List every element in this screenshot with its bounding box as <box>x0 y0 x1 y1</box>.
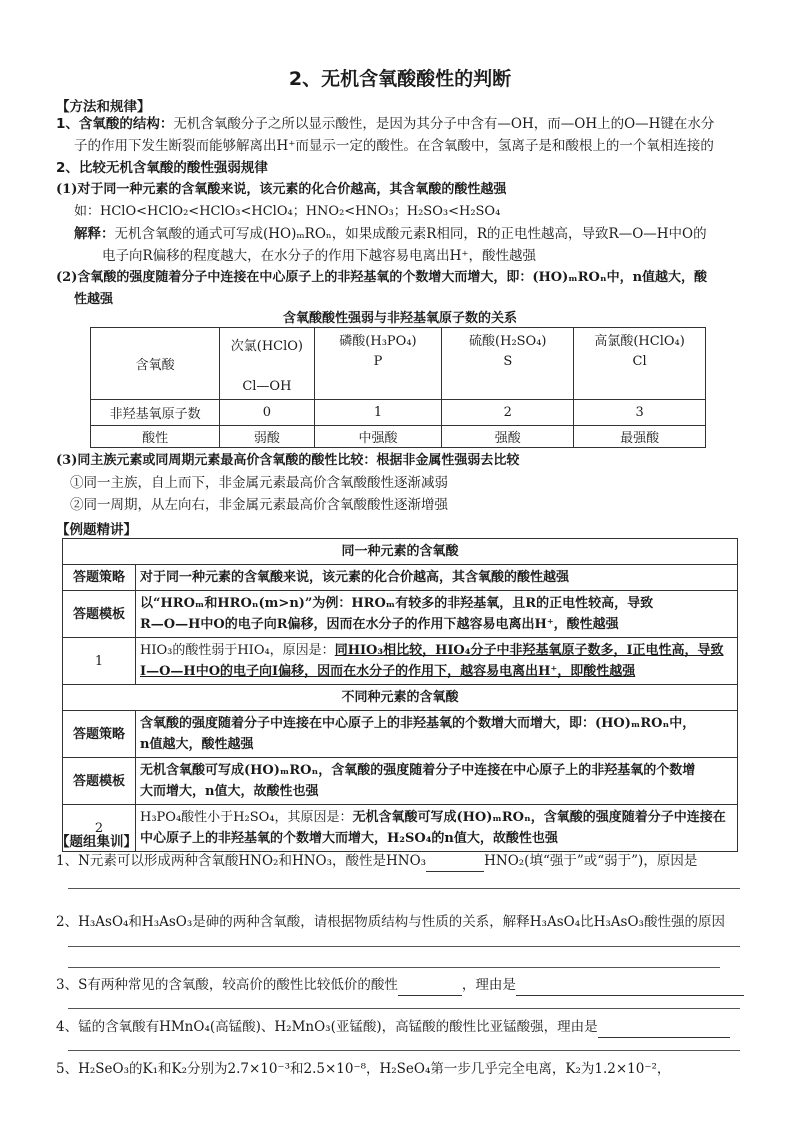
table-header-acid: 含氧酸 <box>91 328 220 400</box>
example-2-answer-2: 中心原子上的非羟基氧的个数增大而增大，H₂SO₄的n值大，故酸性也强 <box>140 831 558 846</box>
structure-paragraph-line2: 子的作用下发生断裂而能够解离出H⁺而显示一定的酸性。在含氧酸中，氢离子是和酸根上的一个氧相连接的 <box>74 138 714 154</box>
example-2-question: H₃PO₄酸性小于H₂SO₄，其原因是： <box>140 810 353 825</box>
question-1-text-a: 1、N元素可以形成两种含氧酸HNO₂和HNO₃，酸性是HNO₃ <box>56 853 427 869</box>
count-cell: 2 <box>442 400 574 426</box>
count-cell: 3 <box>574 400 706 426</box>
practice-header: 【题组集训】 <box>56 834 137 850</box>
question-4 <box>56 1016 730 1038</box>
example-1-number: 1 <box>63 638 136 685</box>
question-2: 2、H₃AsO₄和H₃AsO₃是砷的两种含氧酸，请根据物质结构与性质的关系，解释H₃AsO₄比H₃AsO₃酸性强的原因 <box>56 914 725 930</box>
strategy-label: 答题策略 <box>63 711 136 758</box>
structure-label: 1、含氧酸的结构： <box>56 116 174 132</box>
method-header: 【方法和规律】 <box>56 99 151 115</box>
acid-cell-h3po4 <box>314 328 442 400</box>
count-cell: 0 <box>220 400 314 426</box>
rule-1-example: 如：HClO<HClO₂<HClO₃<HClO₄；HNO₂<HNO₃；H₂SO₃<H₂SO₄ <box>74 204 501 219</box>
acidity-cell: 中强酸 <box>314 426 442 448</box>
acid-formula: P <box>373 354 383 369</box>
rule-1-explain-line1 <box>74 223 707 245</box>
rule-2-line1: (2)含氧酸的强度随着分子中连接在中心原子上的非羟基氧的个数增大而增大，即：(HO)ₘROₙ中，n值越大，酸 <box>56 270 708 285</box>
examples-table <box>62 538 738 852</box>
section-1-template <box>136 591 738 638</box>
question-1 <box>56 850 697 872</box>
structure-text-1: 无机含氧酸分子之所以显示酸性，是因为其分子中含有—OH，而—OH上的O—H键在水分 <box>173 116 715 132</box>
question-3 <box>56 974 744 996</box>
acidity-cell: 强酸 <box>442 426 574 448</box>
answer-line[interactable] <box>68 967 720 968</box>
section-2-strategy <box>136 711 738 758</box>
rules-heading: 2、比较无机含氧酸的酸性强弱规律 <box>56 160 268 176</box>
acidity-cell: 弱酸 <box>220 426 314 448</box>
rule-1-explain-line2: 电子向R偏移的程度越大，在水分子的作用下越容易电离出H⁺，酸性越强 <box>102 248 537 264</box>
acid-cell-h2so4 <box>442 328 574 400</box>
structure-paragraph-line1 <box>56 113 714 135</box>
example-1-answer-2: I—O—H中O的电子向I偏移，因而在水分子的作用下，越容易电离出H⁺，即酸性越强 <box>140 664 636 679</box>
acid-name: 磷酸(H₃PO₄) <box>339 334 417 349</box>
rule-3-item-b: ②同一周期，从左向右，非金属元素最高价含氧酸酸性逐渐增强 <box>70 497 448 513</box>
rule-1: (1)对于同一种元素的含氧酸来说，该元素的化合价越高，其含氧酸的酸性越强 <box>56 182 507 197</box>
template-label: 答题模板 <box>63 591 136 638</box>
explain-label: 解释： <box>74 226 115 242</box>
examples-header: 【例题精讲】 <box>56 522 137 538</box>
table-header-acidity: 酸性 <box>91 426 220 448</box>
answer-blank[interactable] <box>426 857 484 872</box>
template-label: 答题模板 <box>63 758 136 805</box>
template-line2: 大而增大，n值大，故酸性也强 <box>140 784 319 799</box>
acid-cell-hclo4 <box>574 328 706 400</box>
strategy-label: 答题策略 <box>63 565 136 591</box>
rule-2-line2: 性越强 <box>74 292 114 307</box>
answer-line[interactable] <box>68 1050 740 1051</box>
rule-3-item-a: ①同一主族，自上而下，非金属元素最高价含氧酸酸性逐渐减弱 <box>70 475 448 491</box>
table-row-acidity <box>91 426 706 448</box>
explain-text-1: 无机含氧酸的通式可写成(HO)ₘROₙ，如果成酸元素R相同，R的正电性越高，导致R—O—H中O的 <box>114 226 707 242</box>
answer-blank[interactable] <box>516 981 744 996</box>
question-3-text-a: 3、S有两种常见的含氧酸，较高价的酸性比较低价的酸性 <box>56 977 398 993</box>
template-line2: R—O—H中O的电子向R偏移，因而在水分子的作用下越容易电离出H⁺，酸性越强 <box>140 617 619 632</box>
answer-blank[interactable] <box>398 981 462 996</box>
table-row-count <box>91 400 706 426</box>
question-1-text-b: HNO₂(填“强于”或“弱于”)，原因是 <box>484 853 698 869</box>
acid-formula: Cl—OH <box>242 379 292 394</box>
section-1-title: 同一种元素的含氧酸 <box>63 539 738 565</box>
example-2-answer-1: 无机含氧酸可写成(HO)ₘROₙ，含氧酸的强度随着分子中连接在 <box>352 810 726 825</box>
example-1-body <box>136 638 738 685</box>
section-2-template <box>136 758 738 805</box>
strategy-line2: n值越大，酸性越强 <box>140 737 254 752</box>
table-caption: 含氧酸酸性强弱与非羟基氧原子数的关系 <box>282 311 517 326</box>
acid-cell-hclo <box>220 328 314 400</box>
table-header-count: 非羟基氧原子数 <box>91 400 220 426</box>
rule-3: (3)同主族元素或同周期元素最高价含氧酸的酸性比较：根据非金属性强弱去比较 <box>56 453 520 468</box>
example-1-answer-1: 同HIO₃相比较，HIO₄分子中非羟基氧原子数多，I正电性高，导致 <box>334 643 724 658</box>
example-1-question: HIO₃的酸性弱于HIO₄，原因是： <box>140 643 335 658</box>
template-line1: 无机含氧酸可写成(HO)ₘROₙ，含氧酸的强度随着分子中连接在中心原子上的非羟基氧的个数增 <box>140 763 696 778</box>
acid-formula: S <box>503 354 513 369</box>
acidity-table <box>90 327 706 448</box>
acid-name: 次氯(HClO) <box>230 339 304 354</box>
template-line1: 以“HROₘ和HROₙ(m>n)”为例：HROₘ有较多的非羟基氧，且R的正电性较高，导致 <box>140 596 654 611</box>
count-cell: 1 <box>314 400 442 426</box>
answer-line[interactable] <box>68 888 740 889</box>
section-1-strategy: 对于同一种元素的含氧酸来说，该元素的化合价越高，其含氧酸的酸性越强 <box>136 565 738 591</box>
question-3-text-b: ，理由是 <box>461 977 516 993</box>
acid-name: 高氯酸(HClO₄) <box>594 334 685 349</box>
acidity-cell: 最强酸 <box>574 426 706 448</box>
example-2-body <box>136 805 738 852</box>
question-4-text: 4、锰的含氧酸有HMnO₄(高锰酸)、H₂MnO₃(亚锰酸)，高锰酸的酸性比亚锰酸强，理由是 <box>56 1019 598 1035</box>
question-5: 5、H₂SeO₃的K₁和K₂分别为2.7×10⁻³和2.5×10⁻⁸，H₂SeO₄第一步几乎完全电离，K₂为1.2×10⁻²， <box>56 1061 671 1077</box>
answer-line[interactable] <box>68 946 740 947</box>
strategy-line1: 含氧酸的强度随着分子中连接在中心原子上的非羟基氧的个数增大而增大，即：(HO)ₘROₙ中， <box>140 716 696 731</box>
page-title: 2、无机含氧酸酸性的判断 <box>288 68 512 90</box>
answer-blank[interactable] <box>598 1023 730 1038</box>
answer-line[interactable] <box>68 1008 740 1009</box>
section-2-title: 不同种元素的含氧酸 <box>63 685 738 711</box>
example-2-number: 2 <box>63 805 136 852</box>
acid-name: 硫酸(H₂SO₄) <box>469 334 547 349</box>
acid-formula: Cl <box>632 354 647 369</box>
